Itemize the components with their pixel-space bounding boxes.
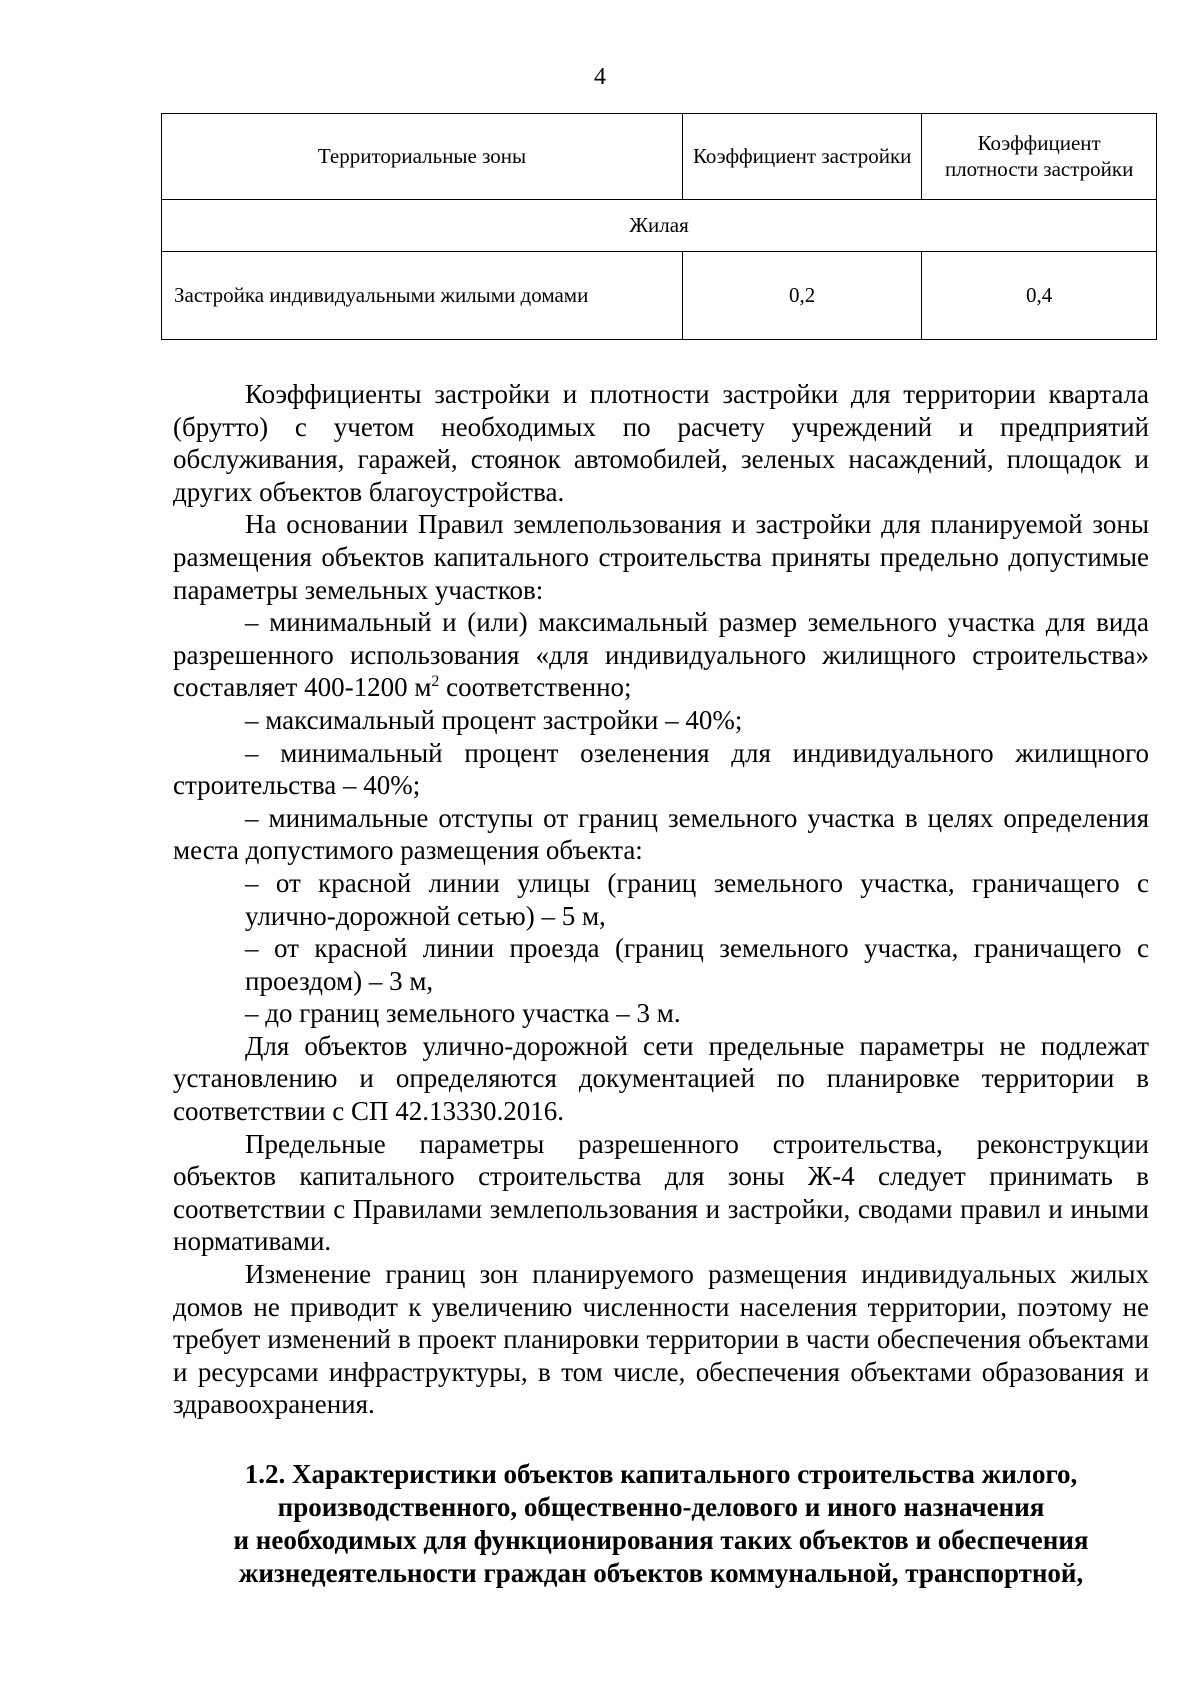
parameters-table <box>161 113 1157 340</box>
body-text <box>173 378 1149 1421</box>
page-number: 4 <box>594 64 606 90</box>
paragraph-road-network: Для объектов улично-дорожной сети предельные параметры не подлежат установлению и определяются документацией по планировке территории в соответствии с СП 42.13330.2016. <box>173 1030 1149 1127</box>
square-superscript: 2 <box>431 673 440 691</box>
paragraph-rules-basis: На основании Правил землепользования и застройки для планируемой зоны размещения объектов капитального строительства приняты предельно допустимые параметры земельных участков: <box>173 509 1149 605</box>
paragraph-min-greening-percent: – минимальный процент озеленения для индивидуального жилищного строительства – 40%; <box>173 737 1149 801</box>
paragraph-min-setbacks: – минимальные отступы от границ земельного участка в целях определения места допустимого размещения объекта: <box>173 802 1149 866</box>
cell-density-coefficient: 0,4 <box>922 252 1157 340</box>
paragraph-limit-parameters: Предельные параметры разрешенного строительства, реконструкции объектов капитального строительства для зоны Ж-4 следует принимать в соответствии с Правилами землепользования и застройки, сводами правил и иными нормативами. <box>173 1128 1149 1257</box>
paragraph-coefficients: Коэффициенты застройки и плотности застройки для территории квартала (брутто) с учетом необходимых по расчету учреждений и предприятий обслуживания, гаражей, стоянок автомобилей, зеленых насаждений, площадок и других объектов благоустройства. <box>173 379 1149 507</box>
header-density-coefficient: Коэффициент плотности застройки <box>922 114 1157 200</box>
table-header-row <box>162 114 1157 200</box>
table-row <box>162 252 1157 340</box>
heading-line-1: 1.2. Характеристики объектов капитального строительства жилого, <box>244 1459 1078 1489</box>
header-building-coefficient: Коэффициент застройки <box>683 114 922 200</box>
heading-line-3: и необходимых для функционирования таких объектов и обеспечения <box>233 1525 1089 1555</box>
heading-line-2: производственного, общественно-делового и иного назначения <box>277 1492 1045 1522</box>
heading-line-4: жизнедеятельности граждан объектов коммунальной, транспортной, <box>238 1558 1084 1588</box>
paragraph-setback-street: – от красной линии улицы (границ земельного участка, граничащего с улично-дорожной сетью) – 5 м, <box>245 867 1149 931</box>
table-section-row <box>162 200 1157 252</box>
cell-building-coefficient: 0,2 <box>683 252 922 340</box>
plot-size-text: – минимальный и (или) максимальный размер земельного участка для вида разрешенного использования «для индивидуального жилищного строительства» составляет 400-1200 м <box>173 607 1149 703</box>
header-territorial-zones: Территориальные зоны <box>162 114 683 200</box>
paragraph-max-building-percent: – максимальный процент застройки – 40%; <box>245 704 743 735</box>
section-residential: Жилая <box>162 200 1157 252</box>
paragraph-plot-size <box>173 606 1149 704</box>
paragraph-setback-boundary: – до границ земельного участка – 3 м. <box>245 998 681 1029</box>
paragraph-setback-passage: – от красной линии проезда (границ земельного участка, граничащего с проездом) – 3 м, <box>245 933 1149 996</box>
plot-size-tail: соответственно; <box>439 672 632 703</box>
cell-zone: Застройка индивидуальными жилыми домами <box>162 252 683 340</box>
paragraph-zone-changes: Изменение границ зон планируемого размещения индивидуальных жилых домов не приводит к увеличению численности населения территории, поэтому не требует изменений в проект планировки территории в части обеспечения объектами и ресурсами инфраструктуры, в том числе, обеспечения объектами образования и здравоохранения. <box>173 1259 1149 1420</box>
section-heading <box>173 1458 1149 1590</box>
